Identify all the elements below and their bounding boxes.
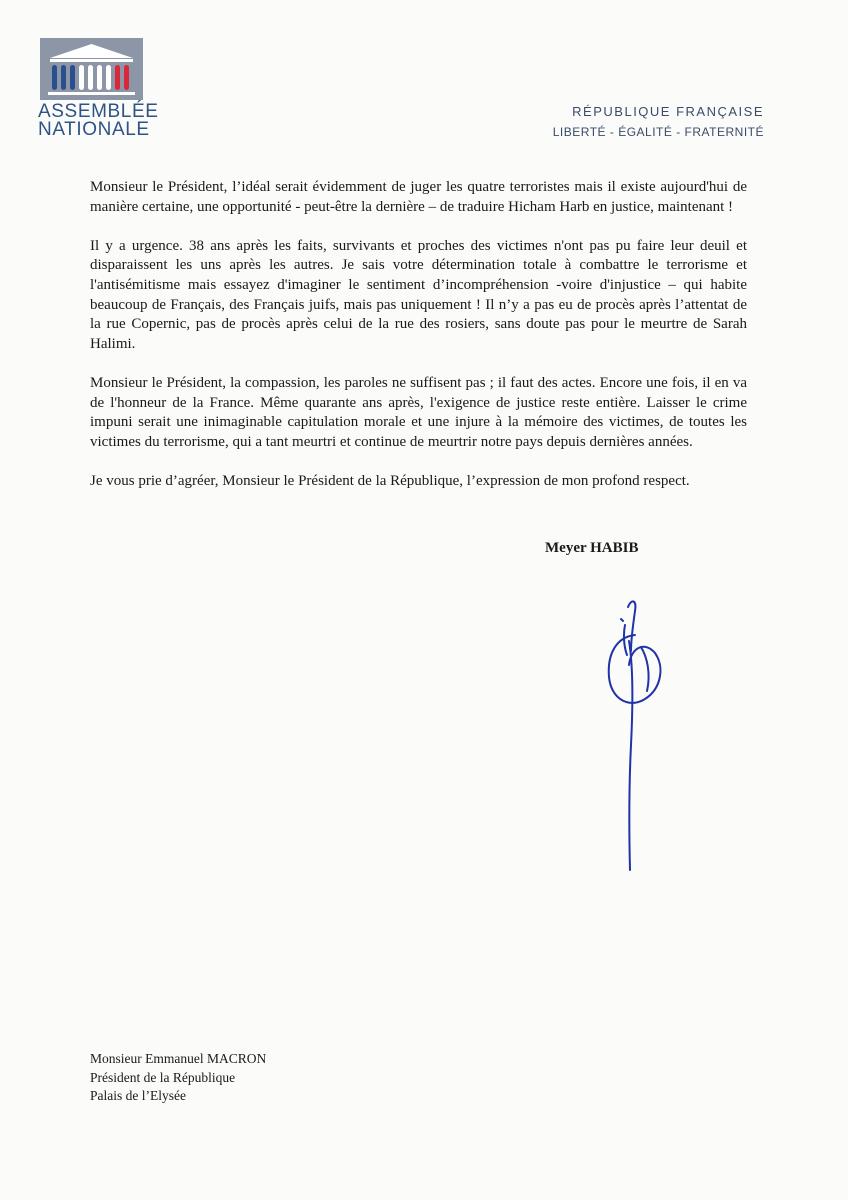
institution-name-line1: ASSEMBLÉE — [38, 101, 159, 122]
recipient-name: Monsieur Emmanuel MACRON — [90, 1051, 267, 1066]
recipient-address — [90, 1050, 266, 1106]
signer-name: Meyer HABIB — [545, 540, 639, 556]
letter-paragraph: Il y a urgence. 38 ans après les faits, survivants et proches des victimes n'ont pas pu faire leur deuil et disparaissent les uns après les autres. Je sais votre détermination totale à combattre le terrorisme et l'antisémitisme mais essayez d'imaginer le sentiment d’incompréhension -voire d'injustice – qui habite beaucoup de Français, des Français juifs, mais pas uniquement ! Il n’y a pas eu de procès après l’attentat de la rue Copernic, pas de procès après celui de la rue des rosiers, sans doute pas pour le meurtre de Sarah Halimi. — [90, 237, 747, 352]
letter-paragraph: Monsieur le Président, l’idéal serait évidemment de juger les quatre terroristes mais il existe aujourd'hui de manière certaine, une opportunité - peut-être la dernière – de traduire Hicham Harb en justice, maintenant ! — [90, 179, 747, 215]
recipient-title: Président de la République — [90, 1069, 236, 1085]
republic-motto: LIBERTÉ - ÉGALITÉ - FRATERNITÉ — [552, 125, 764, 139]
assemblee-emblem-icon — [40, 38, 143, 100]
republic-header — [553, 104, 764, 140]
letter-closing: Je vous prie d’agréer, Monsieur le Président de la République, l’expression de mon profond respect. — [90, 472, 690, 489]
republic-title: RÉPUBLIQUE FRANÇAISE — [572, 104, 764, 119]
institution-name-line2: NATIONALE — [38, 119, 150, 140]
handwritten-signature — [595, 595, 675, 880]
recipient-location: Palais de l’Elysée — [90, 1088, 186, 1103]
letter-paragraph: Monsieur le Président, la compassion, les paroles ne suffisent pas ; il faut des actes. Encore une fois, il en va de l'honneur de la France. Même quarante ans après, l'exigence de justice reste entière. Laisser le crime impuni serait une inimaginable capitulation morale et une injure à la mémoire des victimes, de toutes les victimes du terrorisme, qui a tant meurtri et continue de meurtrir notre pays depuis dernières années. — [90, 374, 747, 450]
letter-body — [90, 178, 747, 511]
